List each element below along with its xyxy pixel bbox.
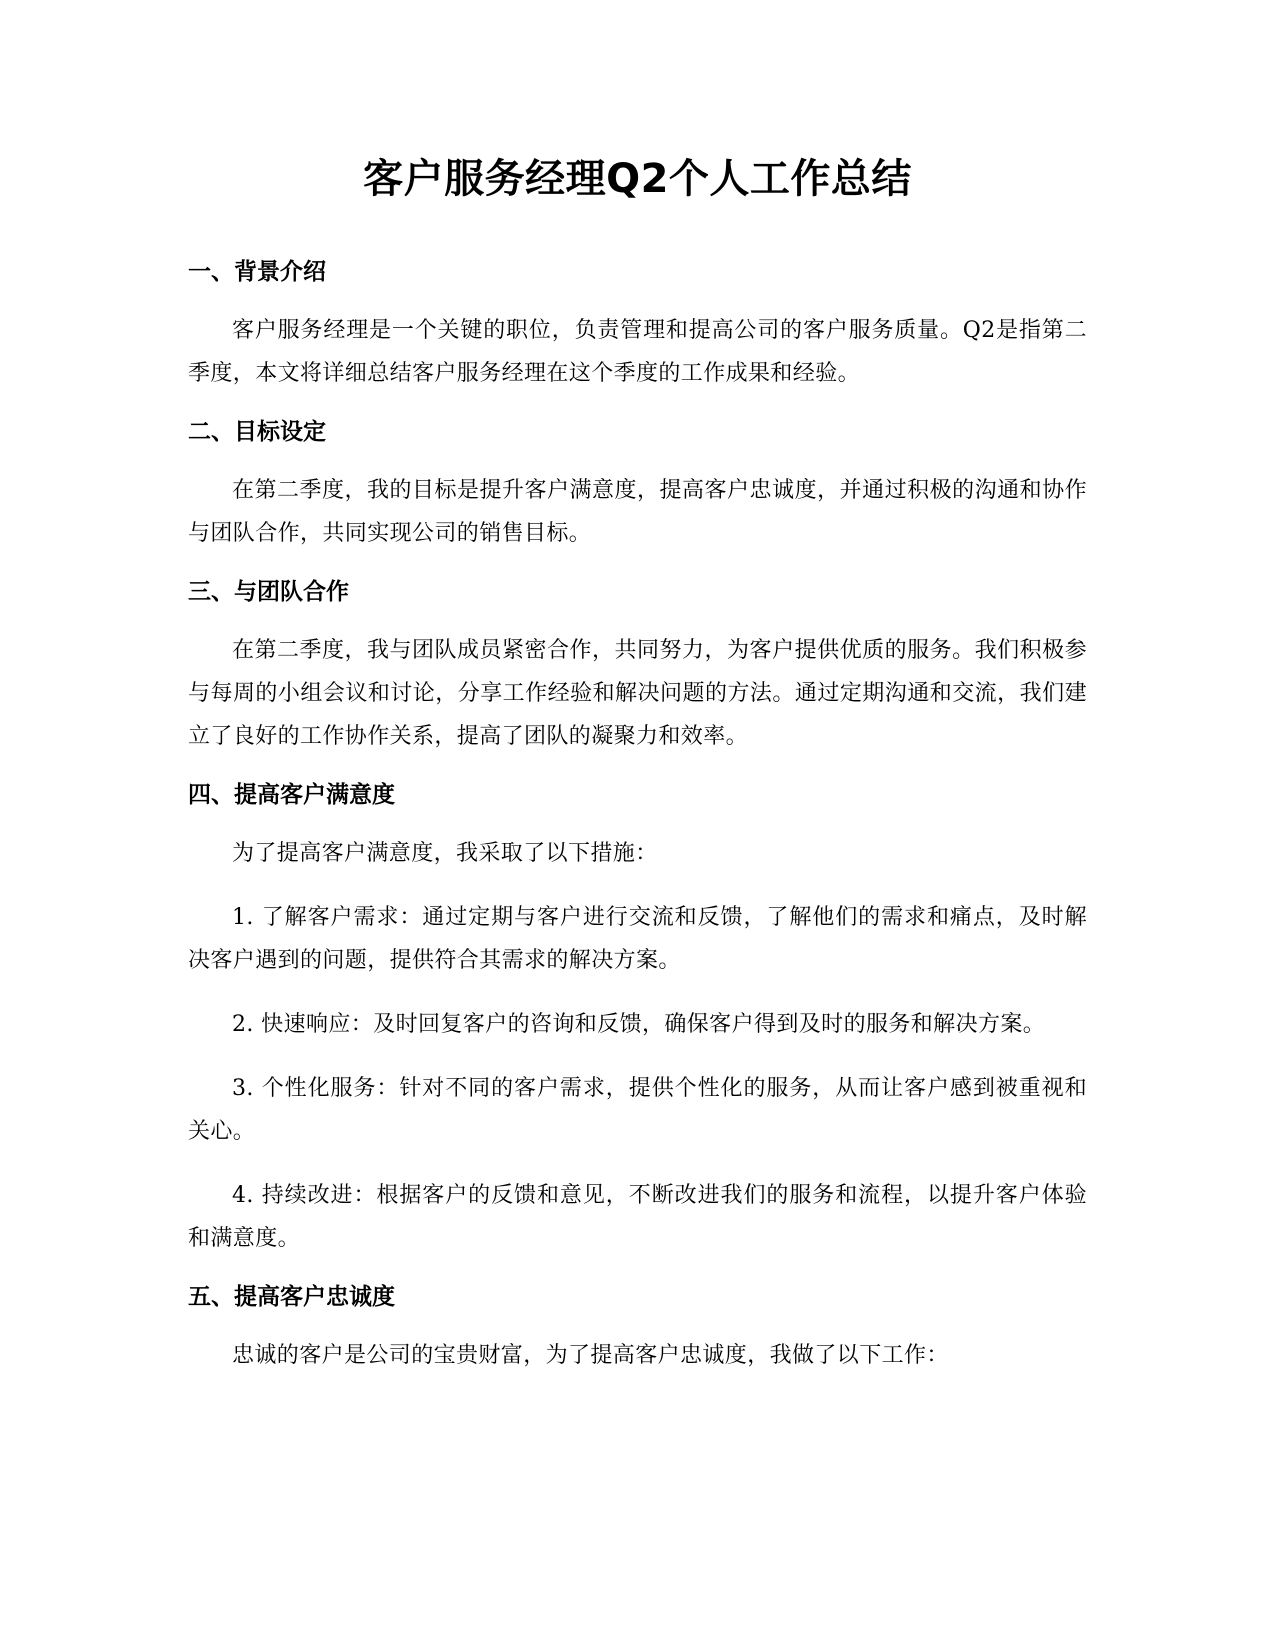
section-teamwork <box>188 576 1087 758</box>
section-customer-loyalty <box>188 1281 1087 1377</box>
list-item: 3. 个性化服务：针对不同的客户需求，提供个性化的服务，从而让客户感到被重视和关心。 <box>188 1076 1087 1144</box>
document-title: 客户服务经理Q2个人工作总结 <box>363 156 912 202</box>
list-item: 1. 了解客户需求：通过定期与客户进行交流和反馈，了解他们的需求和痛点，及时解决客户遇到的问题，提供符合其需求的解决方案。 <box>188 905 1087 973</box>
paragraph: 在第二季度，我与团队成员紧密合作，共同努力，为客户提供优质的服务。我们积极参与每周的小组会议和讨论，分享工作经验和解决问题的方法。通过定期沟通和交流，我们建立了良好的工作协作关系，提高了团队的凝聚力和效率。 <box>188 638 1087 749</box>
section-heading: 五、提高客户忠诚度 <box>188 1284 395 1310</box>
paragraph: 客户服务经理是一个关键的职位，负责管理和提高公司的客户服务质量。Q2是指第二季度，本文将详细总结客户服务经理在这个季度的工作成果和经验。 <box>188 318 1087 386</box>
paragraph: 为了提高客户满意度，我采取了以下措施： <box>232 841 658 866</box>
section-heading: 三、与团队合作 <box>188 579 349 605</box>
section-background <box>188 256 1087 395</box>
section-heading: 一、背景介绍 <box>188 259 326 285</box>
section-goal-setting <box>188 416 1087 555</box>
list-item: 4. 持续改进：根据客户的反馈和意见，不断改进我们的服务和流程，以提升客户体验和满意度。 <box>188 1183 1087 1251</box>
paragraph: 在第二季度，我的目标是提升客户满意度，提高客户忠诚度，并通过积极的沟通和协作与团队合作，共同实现公司的销售目标。 <box>188 478 1087 546</box>
section-customer-satisfaction <box>188 779 1087 1260</box>
section-heading: 二、目标设定 <box>188 419 326 445</box>
paragraph: 忠诚的客户是公司的宝贵财富，为了提高客户忠诚度，我做了以下工作： <box>232 1343 949 1368</box>
list-item: 2. 快速响应：及时回复客户的咨询和反馈，确保客户得到及时的服务和解决方案。 <box>232 1012 1046 1037</box>
section-heading: 四、提高客户满意度 <box>188 782 395 808</box>
